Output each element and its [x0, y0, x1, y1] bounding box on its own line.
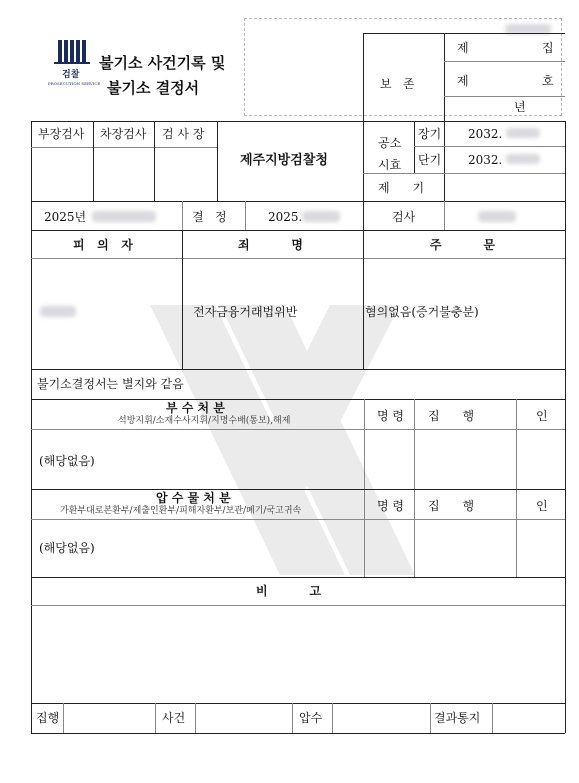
attached-value: (해당없음)	[39, 454, 95, 468]
preserve-row2-right: 호	[542, 74, 554, 88]
preserve-label: 보 존	[380, 77, 415, 91]
sign-label-head: 검 사 장	[162, 127, 205, 141]
disposition-value: 혐의없음(증거불충분)	[365, 305, 479, 319]
redacted-decision-date	[302, 211, 340, 222]
preserve-row3-right: 년	[514, 100, 526, 114]
seized-order-label: 명 령	[377, 499, 404, 513]
disposition-header: 주 문	[430, 238, 495, 252]
redacted-prosecutor	[478, 211, 516, 222]
logo-bars-icon	[44, 40, 98, 70]
office-name: 제주지방검찰청	[240, 153, 328, 168]
suspect-header: 피 의 자	[73, 238, 133, 252]
prosecution-logo	[44, 40, 101, 92]
seized-title: 압 수 물 처 분	[156, 491, 231, 505]
sign-label-deputy: 차장검사	[100, 127, 147, 141]
dan-value: 2032.	[468, 153, 503, 167]
attached-exec-label: 집 행	[428, 409, 475, 423]
decision-label: 결 정	[192, 210, 227, 224]
charge-header: 죄 명	[238, 238, 303, 252]
seized-value: (해당없음)	[39, 541, 95, 555]
decision-date: 2025.	[268, 210, 303, 224]
prosecutor-label: 검사	[392, 210, 416, 224]
preserve-row1-left: 제	[457, 41, 469, 55]
attached-seal-label: 인	[536, 409, 548, 423]
jang-value: 2032.	[468, 127, 503, 141]
logo-subtext: PROSECUTION SERVICE	[48, 81, 101, 86]
footer-case-label: 사건	[162, 711, 186, 725]
jang-label: 장기	[418, 127, 442, 141]
footer-exec-label: 집행	[36, 711, 60, 725]
redacted-suspect-name	[40, 306, 76, 317]
attached-subtitle: 석방지휘/소재수사지휘/지명수배(통보),해제	[118, 416, 291, 426]
logo-text: 검찰	[62, 70, 80, 80]
sigyo-label: 공소 시효	[378, 136, 402, 172]
redacted-case-number	[92, 211, 156, 222]
preserve-row2-left: 제	[457, 74, 469, 88]
attached-order-label: 명 령	[377, 409, 404, 423]
footer-seized-label: 압수	[299, 711, 323, 725]
case-year: 2025년	[44, 210, 87, 224]
jegi-label: 제 기	[378, 181, 425, 195]
footer-result-label: 결과통지	[434, 711, 481, 725]
remarks-title: 비 고	[256, 584, 321, 598]
form-title-line1: 불기소 사건기록 및	[99, 54, 226, 72]
form-title-line2: 불기소 결정서	[107, 79, 200, 97]
attached-title: 부 수 처 분	[166, 401, 225, 415]
seized-exec-label: 집 행	[428, 499, 475, 513]
preserve-row1-right: 집	[542, 41, 554, 55]
seized-seal-label: 인	[536, 499, 548, 513]
redacted-jang	[506, 128, 540, 138]
charge-value: 전자금융거래법위반	[193, 305, 298, 319]
redacted-dan	[506, 154, 540, 164]
seized-subtitle: 가환부대로본환부/제출인환부/피해자환부/보관/폐기/국고귀속	[60, 506, 302, 516]
note-text: 불기소결정서는 별지와 같음	[37, 377, 184, 391]
dan-label: 단기	[418, 153, 442, 167]
sign-label-chief: 부장검사	[38, 127, 85, 141]
